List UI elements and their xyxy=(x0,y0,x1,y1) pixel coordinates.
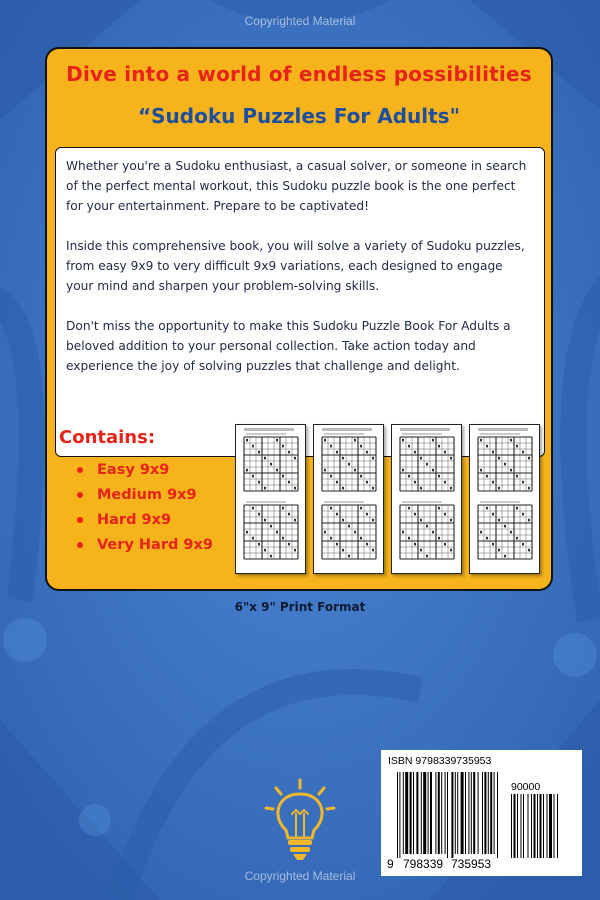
contains-heading: Contains: xyxy=(59,427,156,448)
description-paragraph: Don't miss the opportunity to make this Sudoku Puzzle Book For Adults a beloved addition to your personal collection. Take action today and experience the joy of solving puzzles that challenge and delight. xyxy=(66,319,511,373)
barcode-digit-prefix: 9 xyxy=(387,857,394,871)
sudoku-grid-icon xyxy=(314,425,383,573)
page-previews xyxy=(235,424,541,574)
description-panel xyxy=(55,147,545,457)
list-item: Medium 9x9 xyxy=(67,483,213,508)
contents-list xyxy=(67,458,213,558)
bullet-icon xyxy=(77,517,83,523)
description-paragraph: Inside this comprehensive book, you will solve a variety of Sudoku puzzles, from easy 9x9 to very difficult 9x9 variations, each designed to engage your mind and sharpen your problem-solving skills. xyxy=(66,239,525,293)
bullet-icon xyxy=(77,492,83,498)
list-item: Very Hard 9x9 xyxy=(67,533,213,558)
price-code: 90000 xyxy=(511,781,541,793)
bullet-icon xyxy=(77,542,83,548)
barcode-digits-right: 735953 xyxy=(451,857,492,871)
watermark-bottom: Copyrighted Material xyxy=(244,869,356,883)
barcode-digits-left: 798339 xyxy=(403,857,444,871)
bullet-icon xyxy=(77,467,83,473)
description-paragraph: Whether you're a Sudoku enthusiast, a casual solver, or someone in search of the perfect mental workout, this Sudoku puzzle book is the one perfect for your entertainment. Prepare to be captivated! xyxy=(66,159,527,213)
sudoku-grid-icon xyxy=(392,425,461,573)
watermark-top: Copyrighted Material xyxy=(244,14,356,28)
info-card xyxy=(45,47,553,591)
page-preview-thumbnail xyxy=(235,424,306,574)
page-preview-thumbnail xyxy=(469,424,540,574)
book-title: “Sudoku Puzzles For Adults" xyxy=(137,104,460,128)
lightbulb-icon xyxy=(262,778,338,864)
barcode-box xyxy=(381,750,582,876)
headline: Dive into a world of endless possibilities xyxy=(66,62,532,86)
page-preview-thumbnail xyxy=(391,424,462,574)
page-preview-thumbnail xyxy=(313,424,384,574)
sudoku-grid-icon xyxy=(470,425,539,573)
list-item: Hard 9x9 xyxy=(67,508,213,533)
print-format-label: 6"x 9" Print Format xyxy=(234,600,366,614)
isbn-label: ISBN 9798339735953 xyxy=(388,755,492,767)
sudoku-grid-icon xyxy=(236,425,305,573)
list-item: Easy 9x9 xyxy=(67,458,213,483)
